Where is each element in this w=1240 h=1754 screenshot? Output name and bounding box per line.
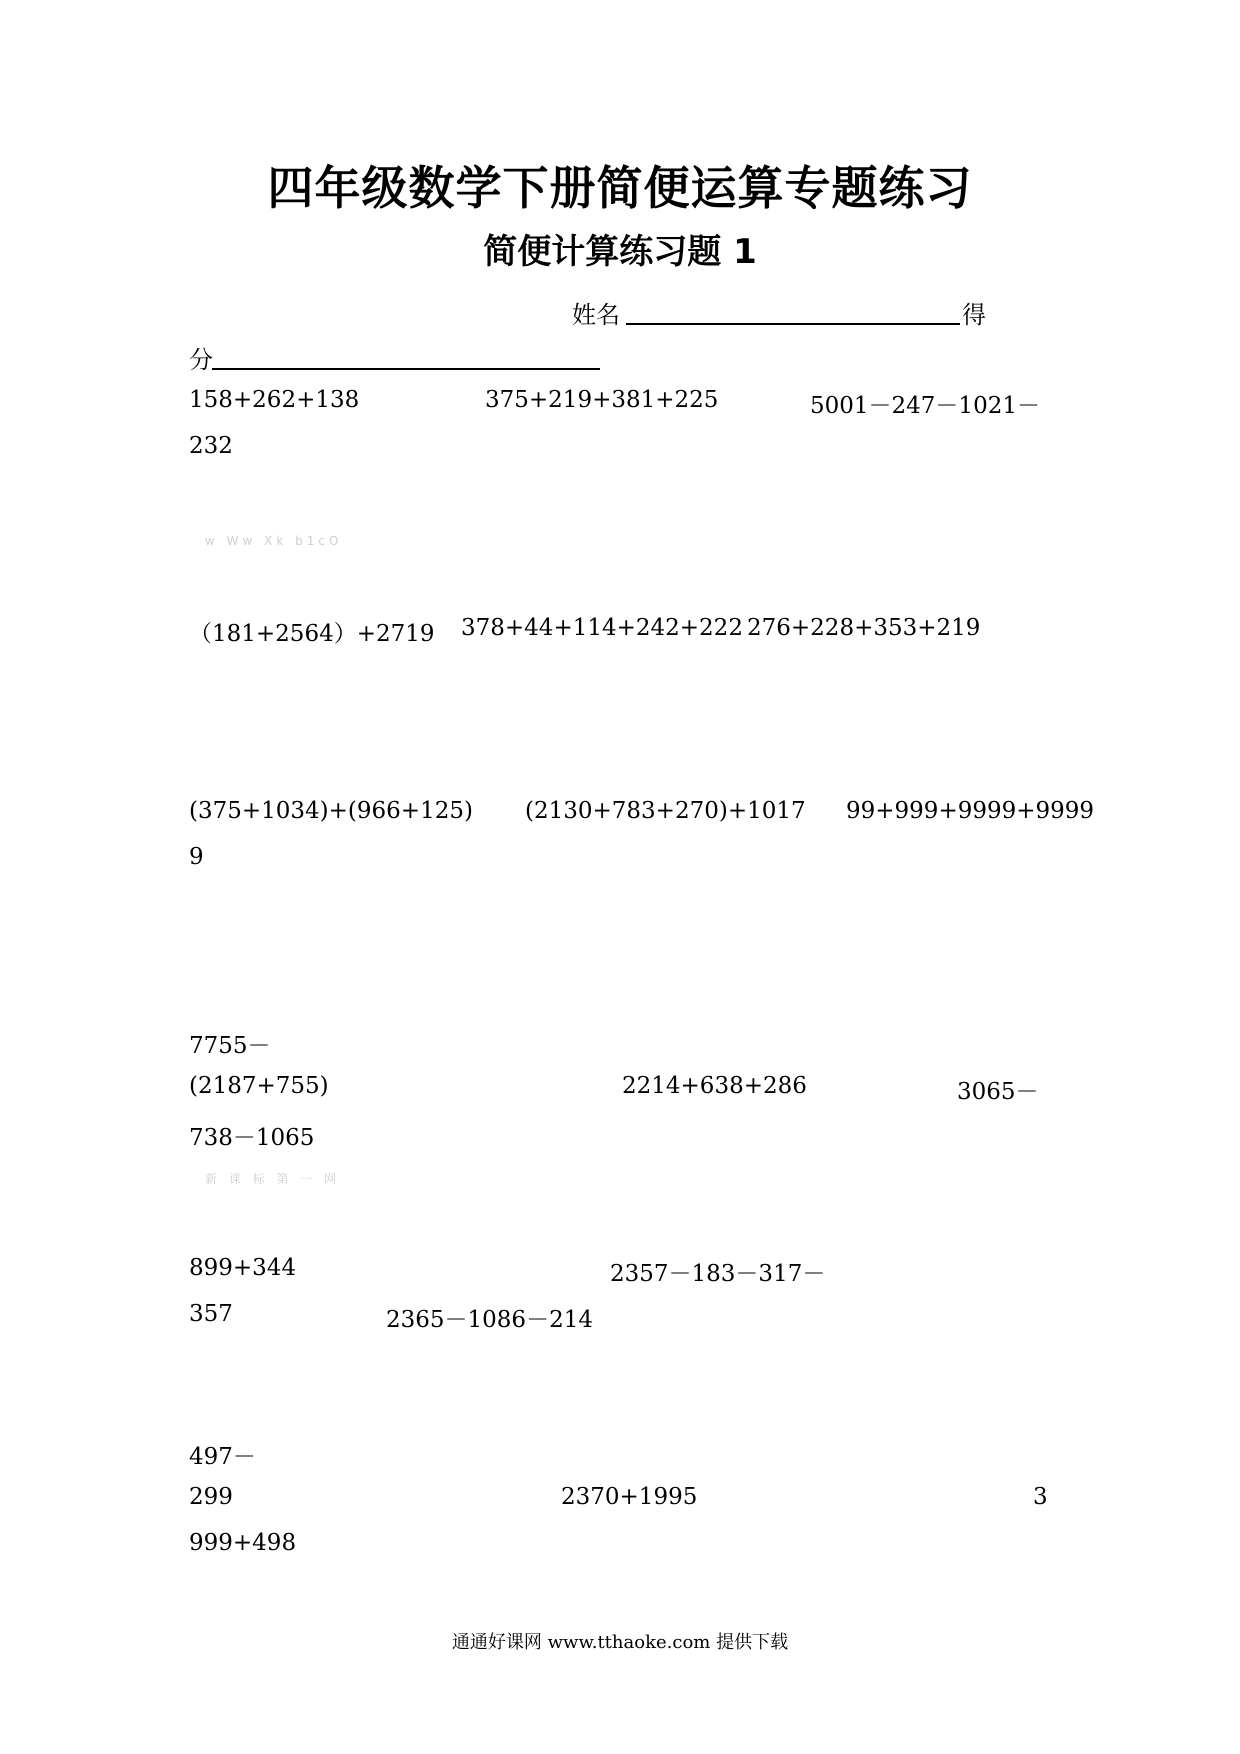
problem-continuation: 232 bbox=[189, 433, 233, 459]
problem: 2214+638+286 bbox=[622, 1073, 807, 1099]
watermark: w Ww Xk b1cO bbox=[205, 534, 343, 548]
page-subtitle: 简便计算练习题 1 bbox=[483, 232, 757, 272]
problem: 3065－ bbox=[957, 1079, 1039, 1105]
problem: 7755－ bbox=[189, 1033, 271, 1059]
problem-continuation: (2187+755) bbox=[189, 1073, 329, 1099]
problem-continuation: 299 bbox=[189, 1484, 233, 1510]
problem: 158+262+138 bbox=[189, 387, 360, 413]
problem: 3 bbox=[1033, 1484, 1048, 1510]
problem: 276+228+353+219 bbox=[747, 615, 981, 641]
problem: 99+999+9999+9999 bbox=[846, 798, 1095, 824]
score-label-part2: 分 bbox=[189, 346, 213, 374]
name-label: 姓名 bbox=[572, 301, 620, 329]
problem-continuation: 9 bbox=[189, 844, 204, 870]
problem-continuation: 357 bbox=[189, 1301, 233, 1327]
problem: 899+344 bbox=[189, 1255, 297, 1281]
problem: 2357－183－317－ bbox=[610, 1261, 826, 1287]
score-label-part1: 得 bbox=[962, 301, 986, 329]
problem: 2370+1995 bbox=[561, 1484, 698, 1510]
problem: 497－ bbox=[189, 1444, 256, 1470]
score-blank[interactable] bbox=[212, 368, 600, 370]
watermark: 新 课 标 第 一 网 bbox=[205, 1172, 341, 1186]
problem: (375+1034)+(966+125) bbox=[189, 798, 473, 824]
problem: 375+219+381+225 bbox=[485, 387, 719, 413]
page-title: 四年级数学下册简便运算专题练习 bbox=[267, 161, 973, 215]
problem: (2130+783+270)+1017 bbox=[525, 798, 806, 824]
footer-credit: 通通好课网 www.tthaoke.com 提供下载 bbox=[451, 1632, 789, 1653]
problem: 378+44+114+242+222 bbox=[461, 615, 743, 641]
problem: （181+2564）+2719 bbox=[189, 621, 435, 647]
name-blank[interactable] bbox=[626, 323, 960, 325]
problem-continuation: 738－1065 bbox=[189, 1125, 315, 1151]
problem: 2365－1086－214 bbox=[386, 1307, 593, 1333]
problem-continuation: 999+498 bbox=[189, 1530, 297, 1556]
problem: 5001－247－1021－ bbox=[810, 393, 1040, 419]
